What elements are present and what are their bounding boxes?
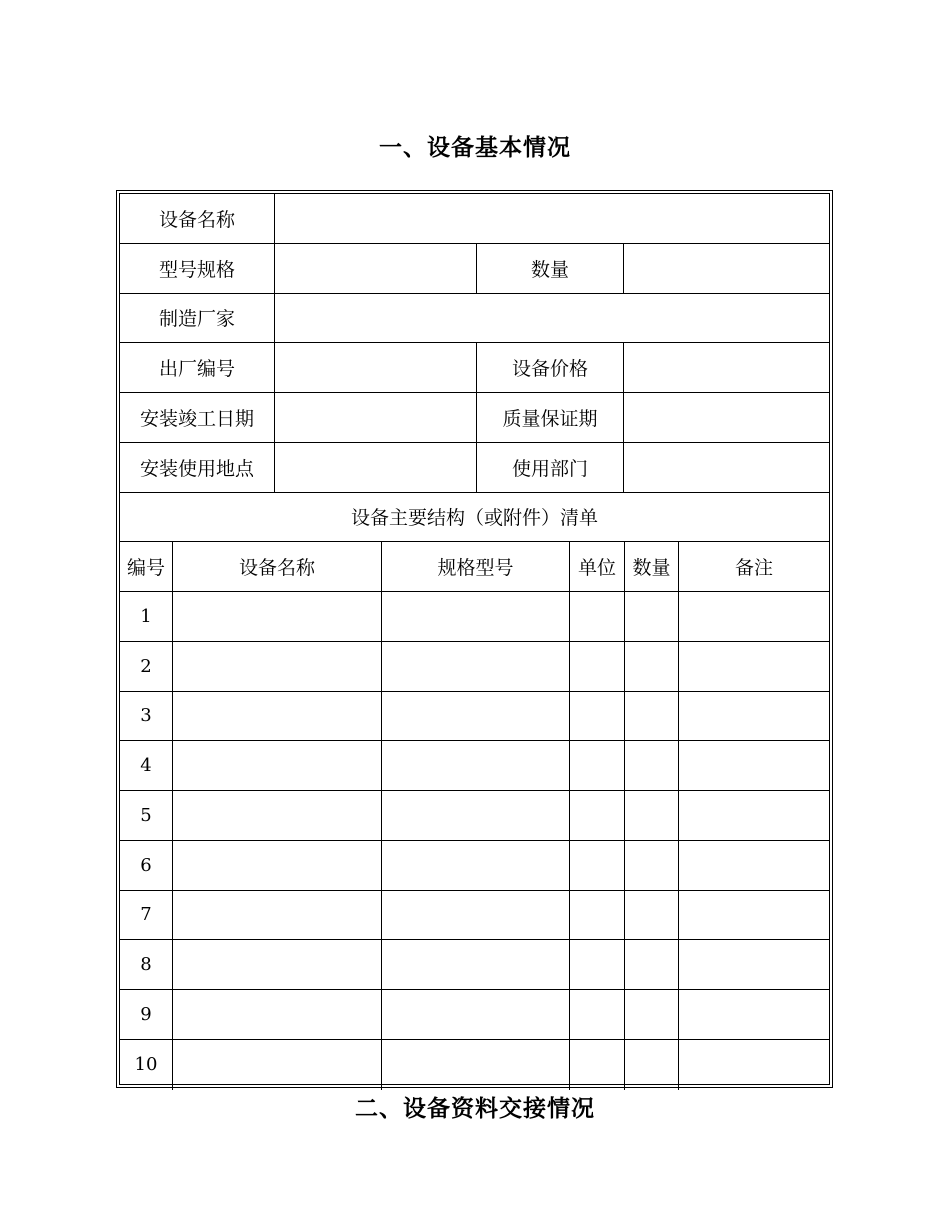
section2-title: 二、设备资料交接情况 <box>355 1095 595 1122</box>
row-number: 7 <box>120 891 173 941</box>
item-spec-cell[interactable] <box>382 642 570 692</box>
item-name-cell[interactable] <box>173 891 382 941</box>
item-unit-cell[interactable] <box>570 692 625 742</box>
section1-title: 一、设备基本情况 <box>379 134 571 161</box>
item-spec-cell[interactable] <box>382 891 570 941</box>
item-qty-cell[interactable] <box>625 592 679 642</box>
col-header-unit: 单位 <box>570 542 625 592</box>
item-qty-cell[interactable] <box>625 1040 679 1090</box>
location-field[interactable] <box>275 443 477 493</box>
row-number: 5 <box>120 791 173 841</box>
item-qty-cell[interactable] <box>625 692 679 742</box>
item-spec-cell[interactable] <box>382 791 570 841</box>
col-header-number: 编号 <box>120 542 173 592</box>
warranty-field[interactable] <box>624 393 829 443</box>
item-qty-cell[interactable] <box>625 642 679 692</box>
parts-list-title: 设备主要结构（或附件）清单 <box>120 493 829 543</box>
item-unit-cell[interactable] <box>570 940 625 990</box>
row-number: 6 <box>120 841 173 891</box>
warranty-label: 质量保证期 <box>477 393 624 443</box>
item-name-cell[interactable] <box>173 791 382 841</box>
item-spec-cell[interactable] <box>382 940 570 990</box>
row-number: 4 <box>120 741 173 791</box>
quantity-field[interactable] <box>624 244 829 294</box>
item-qty-cell[interactable] <box>625 891 679 941</box>
item-unit-cell[interactable] <box>570 592 625 642</box>
row-number: 8 <box>120 940 173 990</box>
item-remarks-cell[interactable] <box>679 741 829 791</box>
form-grid <box>119 193 830 1085</box>
equipment-name-field[interactable] <box>275 194 829 244</box>
item-unit-cell[interactable] <box>570 642 625 692</box>
serial-number-label: 出厂编号 <box>120 343 275 393</box>
item-remarks-cell[interactable] <box>679 692 829 742</box>
equipment-name-label: 设备名称 <box>120 194 275 244</box>
item-remarks-cell[interactable] <box>679 891 829 941</box>
item-remarks-cell[interactable] <box>679 592 829 642</box>
item-spec-cell[interactable] <box>382 592 570 642</box>
item-unit-cell[interactable] <box>570 741 625 791</box>
price-field[interactable] <box>624 343 829 393</box>
item-remarks-cell[interactable] <box>679 940 829 990</box>
item-name-cell[interactable] <box>173 692 382 742</box>
install-date-field[interactable] <box>275 393 477 443</box>
row-number: 3 <box>120 692 173 742</box>
item-remarks-cell[interactable] <box>679 841 829 891</box>
row-number: 10 <box>120 1040 173 1090</box>
install-date-label: 安装竣工日期 <box>120 393 275 443</box>
manufacturer-label: 制造厂家 <box>120 294 275 344</box>
col-header-qty: 数量 <box>625 542 679 592</box>
item-unit-cell[interactable] <box>570 990 625 1040</box>
col-header-remarks: 备注 <box>679 542 829 592</box>
item-unit-cell[interactable] <box>570 791 625 841</box>
item-spec-cell[interactable] <box>382 692 570 742</box>
department-field[interactable] <box>624 443 829 493</box>
item-name-cell[interactable] <box>173 841 382 891</box>
item-qty-cell[interactable] <box>625 741 679 791</box>
item-remarks-cell[interactable] <box>679 990 829 1040</box>
item-qty-cell[interactable] <box>625 841 679 891</box>
item-unit-cell[interactable] <box>570 841 625 891</box>
item-qty-cell[interactable] <box>625 990 679 1040</box>
row-number: 2 <box>120 642 173 692</box>
model-field[interactable] <box>275 244 477 294</box>
col-header-spec: 规格型号 <box>382 542 570 592</box>
item-name-cell[interactable] <box>173 1040 382 1090</box>
quantity-label: 数量 <box>477 244 624 294</box>
location-label: 安装使用地点 <box>120 443 275 493</box>
item-remarks-cell[interactable] <box>679 791 829 841</box>
item-qty-cell[interactable] <box>625 940 679 990</box>
manufacturer-field[interactable] <box>275 294 829 344</box>
row-number: 9 <box>120 990 173 1040</box>
item-spec-cell[interactable] <box>382 990 570 1040</box>
item-spec-cell[interactable] <box>382 1040 570 1090</box>
item-spec-cell[interactable] <box>382 741 570 791</box>
item-name-cell[interactable] <box>173 990 382 1040</box>
model-label: 型号规格 <box>120 244 275 294</box>
col-header-name: 设备名称 <box>173 542 382 592</box>
item-unit-cell[interactable] <box>570 891 625 941</box>
item-name-cell[interactable] <box>173 592 382 642</box>
serial-number-field[interactable] <box>275 343 477 393</box>
item-remarks-cell[interactable] <box>679 1040 829 1090</box>
equipment-form <box>116 190 833 1088</box>
price-label: 设备价格 <box>477 343 624 393</box>
item-unit-cell[interactable] <box>570 1040 625 1090</box>
department-label: 使用部门 <box>477 443 624 493</box>
row-number: 1 <box>120 592 173 642</box>
item-name-cell[interactable] <box>173 940 382 990</box>
item-name-cell[interactable] <box>173 741 382 791</box>
item-name-cell[interactable] <box>173 642 382 692</box>
item-spec-cell[interactable] <box>382 841 570 891</box>
item-qty-cell[interactable] <box>625 791 679 841</box>
item-remarks-cell[interactable] <box>679 642 829 692</box>
